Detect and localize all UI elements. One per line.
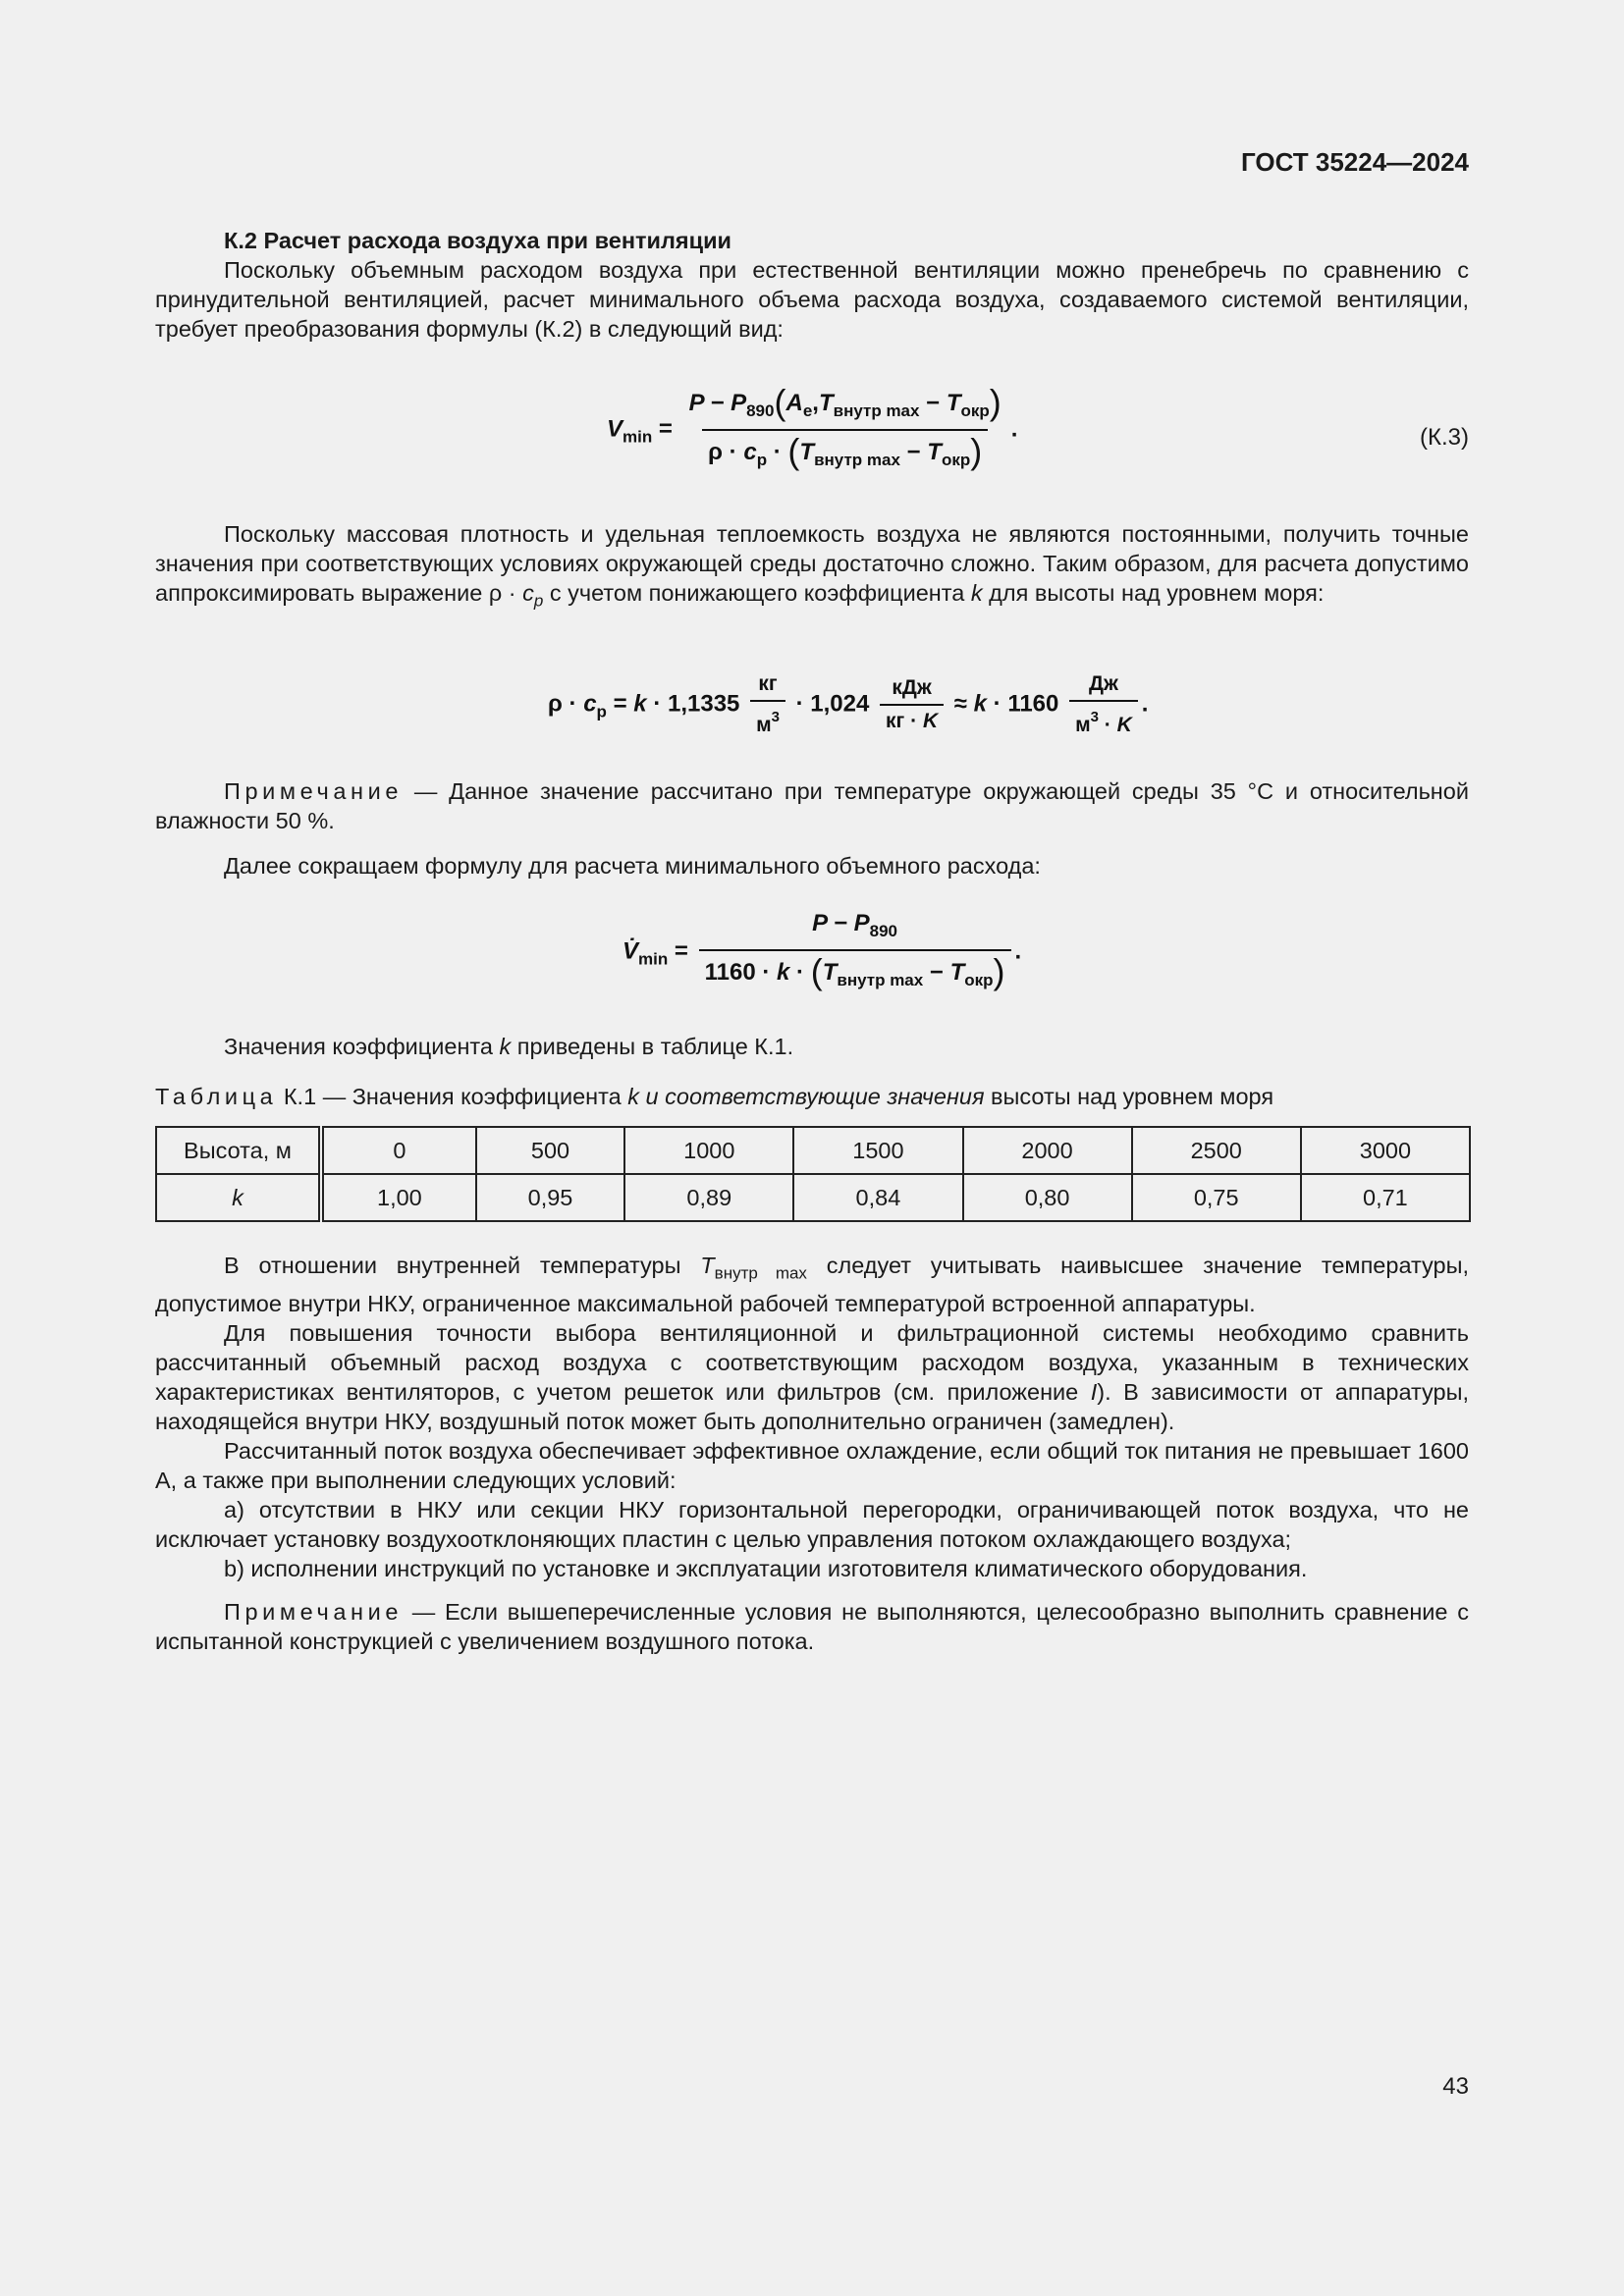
height-cell: 0 (321, 1127, 476, 1174)
k-cell: 0,89 (624, 1174, 793, 1221)
para-k-table-ref: Значения коэффициента k приведены в таблице К.1. (224, 1034, 794, 1059)
table-row-k (156, 1174, 1470, 1221)
height-cell: 1000 (624, 1127, 793, 1174)
formula-k3-fraction: $\frac{P - P_{890}(A_e,T_{внутр max} - T_{окр})}{\rho \cdot c_p \cdot (T_{внутр max} - T_{окр})}$ (683, 385, 1007, 475)
standard-number: ГОСТ 35224—2024 (1241, 147, 1469, 177)
height-cell: 1500 (793, 1127, 962, 1174)
row-label-height: Высота, м (156, 1127, 321, 1174)
formula-rho-cp: $\rho \cdot c_p = k \cdot 1,1335$ $\frac{кг}{м^3}$ · 1,024 $\frac{\text{кДж}}{кг \cdot K}$ ≈ k · 1160 $\frac{Дж}{м^3 \cdot K}$ . (548, 672, 1149, 736)
note-1: Примечание — Данное значение рассчитано при температуре окружающей среды 35 °С и относительной влажности 50 %. (155, 778, 1469, 833)
section-heading: К.2 Расчет расхода воздуха при вентиляции (224, 228, 731, 253)
condition-item-b: b) исполнении инструкций по установке и эксплуатации изготовителя климатического оборудования. (224, 1555, 1308, 1581)
cooling-paragraph: Рассчитанный поток воздуха обеспечивает эффективное охлаждение, если общий ток питания не превышает 1600 А, а также при выполнении следующих условий: (155, 1437, 1469, 1493)
condition-item-a: а) отсутствии в НКУ или секции НКУ горизонтальной перегородки, ограничивающей поток воздуха, что не исключает установку воздухоотклоняющих пластин с целью управления потоком охлаждающего воздуха; (155, 1496, 1469, 1552)
formula-vdot-min: $V̇_{min}$ = $\frac{P - P_{890}}{1160 \cdot k \cdot (T_{внутр max} - T_{окр})}$ . (623, 909, 1021, 995)
formula-k3: $V_{min}$ = $\frac{P - P_{890}(A_e,T_{внутр max} - T_{окр})}{\rho \cdot c_p \cdot (T_{внутр max} - T_{окр})}$ . (607, 385, 1017, 475)
height-cell: 500 (476, 1127, 624, 1174)
accuracy-paragraph: Для повышения точности выбора вентиляционной и фильтрационной системы необходимо сравнить рассчитанный объемный расход воздуха с соответствующим расходом воздуха, указанным в технических характеристиках вентиляторов, с учетом решеток или фильтров (см. приложение I). В зависимости от аппаратуры, находящейся внутри НКУ, воздушный поток может быть дополнительно ограничен (замедлен). (155, 1319, 1469, 1434)
height-cell: 2500 (1132, 1127, 1301, 1174)
section-intro-block (155, 226, 1469, 344)
internal-temp-paragraph: В отношении внутренней температуры $T_{внутр max}$ следует учитывать наивысшее значение температуры, допустимое внутри НКУ, ограниченное максимальной рабочей температурой встроенной аппаратуры. (155, 1253, 1469, 1316)
k-cell: 0,71 (1301, 1174, 1470, 1221)
note-2: Примечание — Если вышеперечисленные условия не выполняются, целесообразно выполнить сравнение с испытанной конструкцией с увеличением воздушного потока. (155, 1599, 1469, 1654)
note-block-1 (155, 776, 1469, 835)
table-row-heights (156, 1127, 1470, 1174)
k-cell: 0,75 (1132, 1174, 1301, 1221)
para-shorten-formula: Далее сокращаем формулу для расчета минимального объемного расхода: (224, 853, 1041, 879)
k-cell: 0,84 (793, 1174, 962, 1221)
height-cell: 2000 (963, 1127, 1132, 1174)
formula-k3-number: (К.3) (1420, 424, 1469, 451)
k-cell: 1,00 (321, 1174, 476, 1221)
table-caption: Таблица К.1 — Значения коэффициента k и соответствующие значения высоты над уровнем моря (155, 1084, 1274, 1109)
post-table-block (155, 1251, 1469, 1583)
height-cell: 3000 (1301, 1127, 1470, 1174)
k-cell: 0,80 (963, 1174, 1132, 1221)
altitude-coefficient-table (155, 1126, 1471, 1222)
row-label-k: k (156, 1174, 321, 1221)
approximation-paragraph: Поскольку массовая плотность и удельная теплоемкость воздуха не являются постоянными, получить точные значения при соответствующих условиях окружающей среды достаточно сложно. Таким образом, для расчета допустимо аппроксимировать выражение $\rho \cdot c_p$ с учетом понижающего коэффициента k для высоты над уровнем моря: (155, 521, 1469, 611)
intro-paragraph: Поскольку объемным расходом воздуха при естественной вентиляции можно пренебречь по сравнению с принудительной вентиляцией, расчет минимального объема расхода воздуха, создаваемого системой вентиляции, требует преобразования формулы (К.2) в следующий вид: (155, 257, 1469, 342)
page-number: 43 (1442, 2073, 1469, 2100)
k-cell: 0,95 (476, 1174, 624, 1221)
note-block-2 (155, 1597, 1469, 1656)
